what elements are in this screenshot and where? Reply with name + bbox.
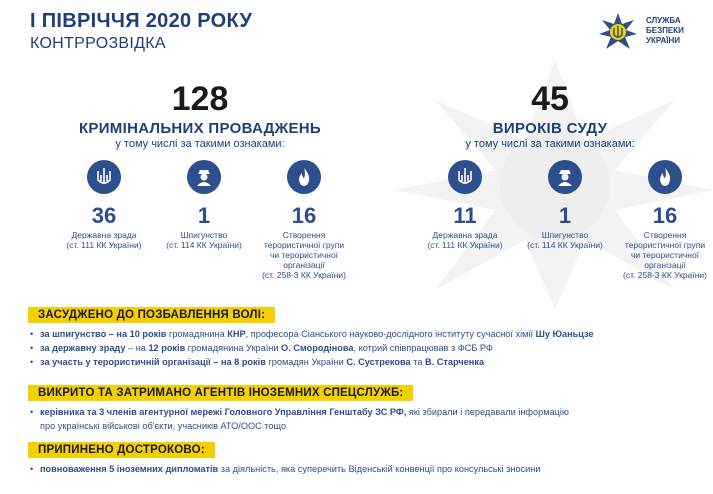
list-item: • за шпигунство – на 10 років громадянина КНР, професора Сіанського науково-дослідного інституту сучасної хімії Шу Юаньцзе xyxy=(28,327,688,341)
page-title: I ПІВРІЧЧЯ 2020 РОКУ xyxy=(30,10,253,32)
verdicts-label: ВИРОКІВ СУДУ xyxy=(492,120,608,137)
sbu-emblem-icon xyxy=(598,12,638,52)
section-title: ЗАСУДЖЕНО ДО ПОЗБАВЛЕННЯ ВОЛІ: xyxy=(28,307,275,323)
header xyxy=(30,10,252,53)
list-item: • повноваження 5 іноземних дипломатів за діяльність, яка суперечить Віденській конвенції про консульські зносини xyxy=(28,462,688,476)
cases-breakdown xyxy=(54,160,354,280)
section-sentenced xyxy=(28,305,688,369)
spy-icon xyxy=(187,160,221,194)
trident-icon xyxy=(448,160,482,194)
verdicts-breakdown xyxy=(415,160,713,280)
fire-icon xyxy=(648,160,682,194)
criminal-cases-block xyxy=(40,80,360,150)
spy-icon xyxy=(548,160,582,194)
section-title: ВИКРИТО ТА ЗАТРИМАНО АГЕНТІВ ІНОЗЕМНИХ СПЕЦСЛУЖБ: xyxy=(28,385,413,401)
verdicts-sub: у тому числі за такими ознаками: xyxy=(465,138,635,150)
trident-icon xyxy=(87,160,121,194)
list-item: • керівника та 3 членів агентурної мережі Головного Управління Генштабу ЗС РФ, які збирали і передавали інформацію про українські військові об'єкти, учасників АТО/ООС тощо xyxy=(28,405,688,433)
cases-item-espionage: 1 Шпигунство (ст. 114 КК України) xyxy=(154,160,254,280)
verdicts-number: 45 xyxy=(531,80,569,118)
list-item: • за державну зраду – на 12 років громадянина України О. Смородінова, котрий співпрацював з ФСБ РФ xyxy=(28,341,688,355)
cases-number: 128 xyxy=(171,80,229,118)
fire-icon xyxy=(287,160,321,194)
verdicts-item-treason: 11 Державна зрада (ст. 111 КК України) xyxy=(415,160,515,280)
org-name: СЛУЖБА БЕЗПЕКИ УКРАЇНИ xyxy=(646,16,684,45)
list-item: • за участь у терористичній організації – на 8 років громадян України С. Сустрекова та В. Старченка xyxy=(28,355,688,369)
cases-sub: у тому числі за такими ознаками: xyxy=(115,138,285,150)
section-diplomats xyxy=(28,440,688,476)
court-verdicts-block xyxy=(390,80,710,150)
cases-item-terror: 16 Створення терористичної групи чи терористичної організації (ст. 258-3 КК України) xyxy=(254,160,354,280)
section-title: ПРИПИНЕНО ДОСТРОКОВО: xyxy=(28,442,215,458)
section-agents xyxy=(28,383,688,433)
page-subtitle: КОНТРРОЗВІДКА xyxy=(30,35,166,52)
cases-item-treason: 36 Державна зрада (ст. 111 КК України) xyxy=(54,160,154,280)
verdicts-item-terror: 16 Створення терористичної групи чи терористичної організації (ст. 258-3 КК України) xyxy=(615,160,713,280)
cases-label: КРИМІНАЛЬНИХ ПРОВАДЖЕНЬ xyxy=(78,120,322,137)
verdicts-item-espionage: 1 Шпигунство (ст. 114 КК України) xyxy=(515,160,615,280)
